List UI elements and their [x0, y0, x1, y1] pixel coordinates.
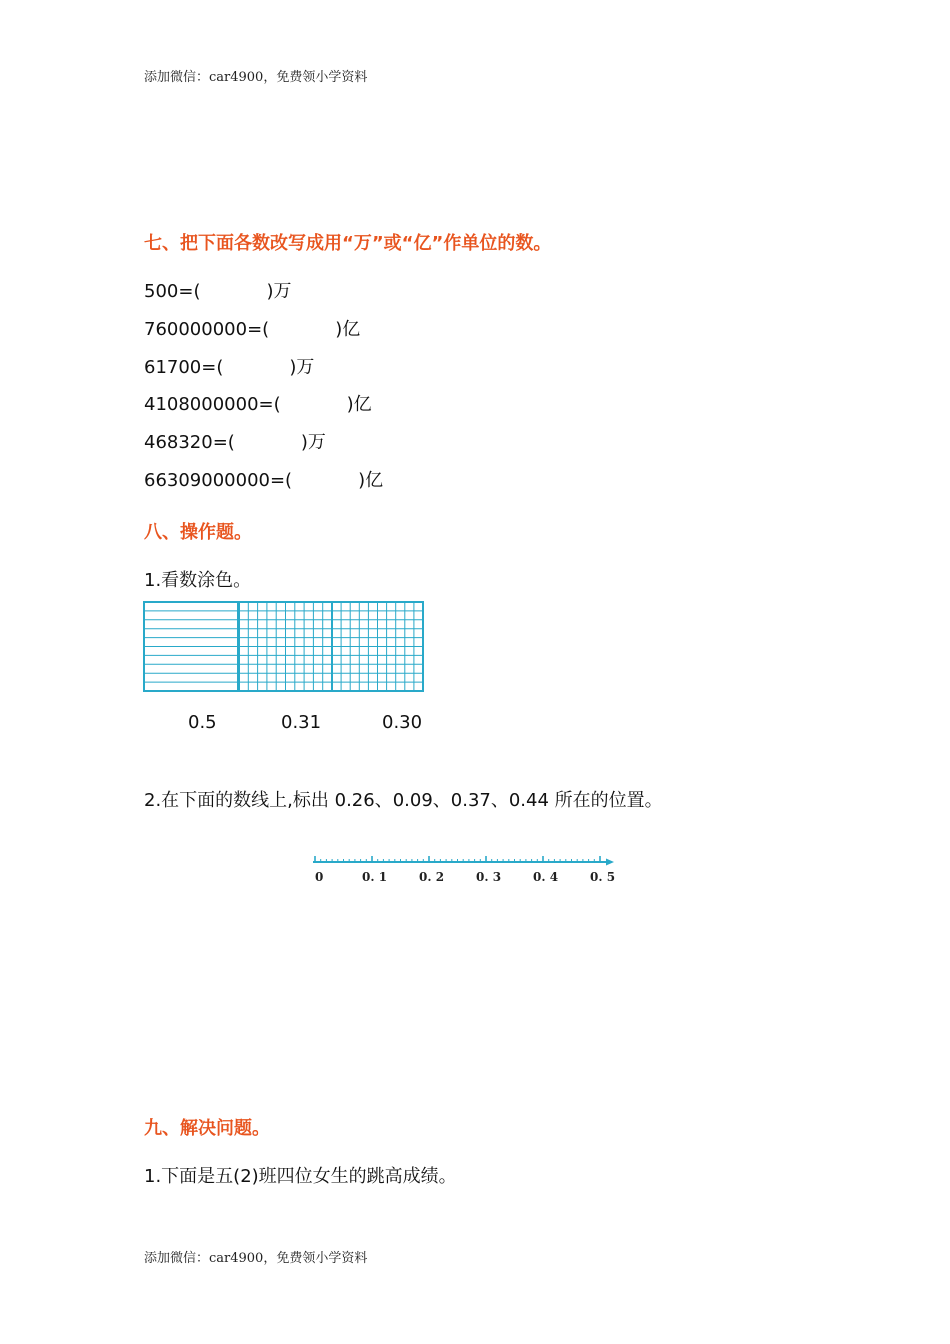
number-line-label: 0 [315, 870, 324, 884]
hundredths-grid-2[interactable] [332, 602, 423, 691]
header-watermark: 添加微信：car4900，免费领小学资料 [144, 70, 368, 85]
conversion-unit: )万 [300, 432, 326, 453]
number-line-label: 0. 1 [362, 870, 388, 884]
section-7-title: 七、把下面各数改写成用“万”或“亿”作单位的数。 [144, 233, 552, 254]
grid-label-3: 0.30 [382, 712, 423, 733]
question-9-1: 1.下面是五(2)班四位女生的跳高成绩。 [144, 1166, 457, 1187]
number-line-label: 0. 4 [533, 870, 559, 884]
number-line-label: 0. 5 [590, 870, 616, 884]
number-line-ticks [313, 856, 614, 866]
number-line-arrow [606, 859, 614, 866]
grid-label-2: 0.31 [281, 712, 322, 733]
conversion-line [144, 390, 372, 416]
footer-watermark: 添加微信：car4900，免费领小学资料 [144, 1251, 368, 1266]
question-8-2: 2.在下面的数线上,标出 0.26、0.09、0.37、0.44 所在的位置。 [144, 790, 663, 811]
conversion-line [144, 277, 292, 303]
conversion-number: 61700=( [144, 357, 224, 378]
section-8-title: 八、操作题。 [144, 522, 252, 543]
section-9-title: 九、解决问题。 [144, 1118, 270, 1139]
conversion-number: 500=( [144, 281, 201, 302]
conversion-line [144, 466, 383, 492]
conversion-unit: )亿 [358, 470, 384, 491]
conversion-unit: )万 [266, 281, 292, 302]
conversion-number: 760000000=( [144, 319, 270, 340]
number-line-labels [315, 870, 615, 884]
question-8-1: 1.看数涂色。 [144, 570, 252, 591]
conversion-line [144, 315, 360, 341]
conversion-line [144, 353, 314, 379]
tenths-grid[interactable] [144, 602, 238, 691]
grid-label-1: 0.5 [188, 712, 217, 733]
conversion-number: 4108000000=( [144, 394, 281, 415]
number-line-label: 0. 3 [476, 870, 502, 884]
coloring-grids [143, 601, 425, 693]
number-line[interactable] [305, 850, 625, 890]
conversion-unit: )万 [289, 357, 315, 378]
conversion-number: 66309000000=( [144, 470, 293, 491]
number-line-label: 0. 2 [419, 870, 445, 884]
conversion-unit: )亿 [346, 394, 372, 415]
conversion-line [144, 428, 326, 454]
conversion-number: 468320=( [144, 432, 235, 453]
conversion-unit: )亿 [335, 319, 361, 340]
hundredths-grid-1[interactable] [239, 602, 332, 691]
